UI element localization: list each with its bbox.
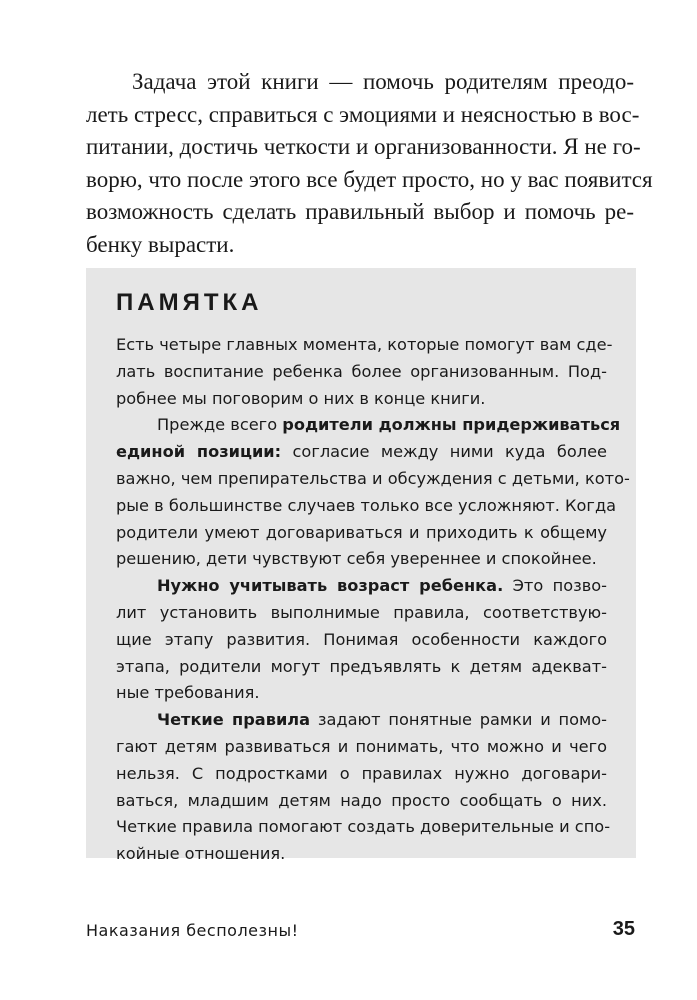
page-number: 35: [612, 918, 635, 940]
memo-text: Это позво-: [512, 576, 607, 596]
memo-body: [116, 332, 630, 868]
memo-bold-text: Нужно учитывать возраст ребенка.: [157, 576, 504, 596]
memo-text: Прежде всего: [157, 415, 278, 435]
memo-line: ваться, младшим детям надо просто сообщать о них.: [116, 790, 607, 810]
memo-line: лать воспитание ребенка более организованным. Под-: [116, 361, 607, 381]
memo-line: ные требования.: [116, 683, 260, 703]
memo-bold-text: Четкие правила: [157, 710, 311, 730]
memo-line: важно, чем препирательства и обсуждения с детьми, кото-: [116, 468, 630, 488]
memo-bold-text: единой позиции:: [116, 442, 282, 462]
memo-line: лит установить выполнимые правила, соответствую-: [116, 602, 607, 622]
memo-line: нельзя. С подростками о правилах нужно договари-: [116, 763, 607, 783]
intro-line: питании, достичь четкости и организованности. Я не го-: [86, 134, 641, 159]
memo-line: [116, 412, 621, 439]
intro-line: бенку вырасти.: [86, 231, 235, 257]
intro-line: возможность сделать правильный выбор и помочь ре-: [86, 199, 634, 224]
memo-line: Четкие правила помогают создать доверительные и спо-: [116, 817, 611, 837]
memo-box: [86, 268, 636, 864]
memo-line: щие этапу развития. Понимая особенности каждого: [116, 629, 607, 649]
memo-line: Есть четыре главных момента, которые помогут вам сде-: [116, 335, 613, 354]
memo-line: рые в большинстве случаев только все усложняют. Когда: [116, 495, 617, 515]
memo-text: согласие между ними куда более: [292, 442, 607, 462]
memo-line: решению, дети чувствуют себя увереннее и спокойнее.: [116, 549, 597, 569]
running-footer-title: Наказания бесполезны!: [86, 921, 299, 940]
memo-line: [116, 439, 607, 466]
intro-line: Задача этой книги — помочь родителям преодо-: [132, 69, 634, 94]
intro-line: леть стресс, справиться с эмоциями и неясностью в вос-: [86, 101, 640, 127]
memo-bold-text: родители должны придерживаться: [282, 415, 621, 435]
memo-line: гают детям развиваться и понимать, что можно и чего: [116, 736, 607, 756]
intro-paragraph: [86, 66, 653, 261]
memo-line: робнее мы поговорим о них в конце книги.: [116, 388, 486, 408]
memo-line: этапа, родители могут предъявлять к детям адекват-: [116, 656, 607, 676]
memo-line: [116, 573, 607, 600]
memo-line: койные отношения.: [116, 844, 286, 864]
memo-text: задают понятные рамки и помо-: [317, 710, 607, 730]
memo-title: ПАМЯТКА: [116, 289, 263, 316]
memo-line: родители умеют договариваться и приходить к общему: [116, 522, 607, 542]
intro-line: ворю, что после этого все будет просто, но у вас появится: [86, 166, 653, 192]
memo-line: [116, 707, 607, 734]
